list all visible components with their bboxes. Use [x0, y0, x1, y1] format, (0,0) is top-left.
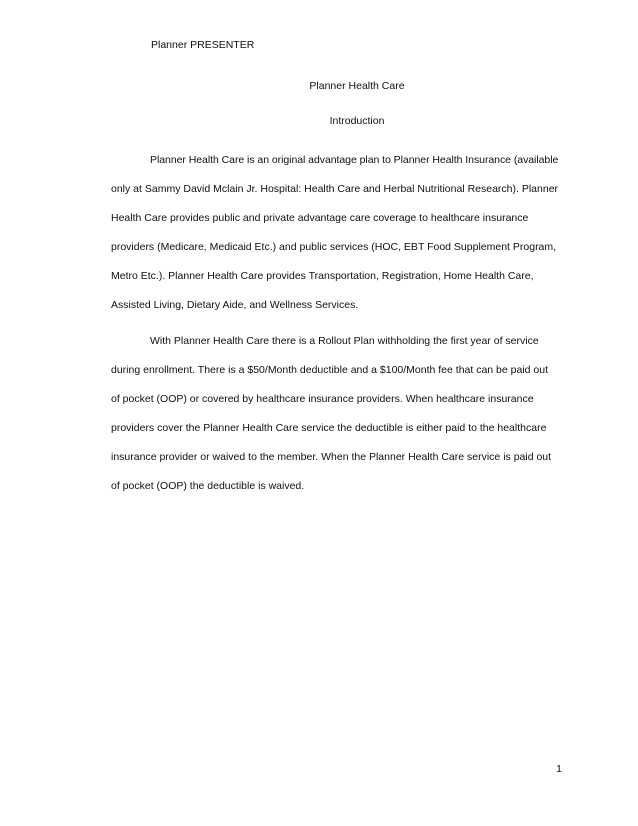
- paragraph-line: during enrollment. There is a $50/Month deductible and a $100/Month fee that can be paid out: [111, 364, 549, 376]
- paragraph-line: Metro Etc.). Planner Health Care provides Transportation, Registration, Home Health Care,: [111, 270, 534, 282]
- paragraph-line: providers (Medicare, Medicaid Etc.) and public services (HOC, EBT Food Supplement Program,: [111, 241, 557, 253]
- section-heading: Introduction: [329, 115, 385, 127]
- document-title: Planner Health Care: [309, 80, 405, 92]
- paragraph-line: of pocket (OOP) or covered by healthcare insurance providers. When healthcare insurance: [111, 393, 534, 405]
- paragraph-line: insurance provider or waived to the member. When the Planner Health Care service is paid out: [111, 451, 552, 463]
- paragraph: [111, 330, 561, 504]
- paragraph-line: providers cover the Planner Health Care service the deductible is either paid to the healthcare: [111, 422, 547, 434]
- paragraph-line: With Planner Health Care there is a Rollout Plan withholding the first year of service: [150, 335, 539, 347]
- paragraph-line: only at Sammy David Mclain Jr. Hospital: Health Care and Herbal Nutritional Research). Planner: [111, 183, 559, 195]
- paragraph-line: Health Care provides public and private advantage care coverage to healthcare insurance: [111, 212, 529, 224]
- paragraph: [111, 149, 561, 323]
- running-head: Planner PRESENTER: [151, 39, 255, 51]
- paragraph-line: Assisted Living, Dietary Aide, and Wellness Services.: [111, 299, 359, 311]
- paragraph-line: of pocket (OOP) the deductible is waived.: [111, 480, 305, 492]
- body-text: [111, 149, 561, 511]
- page-number: 1: [556, 763, 562, 775]
- paragraph-line: Planner Health Care is an original advantage plan to Planner Health Insurance (available: [150, 154, 559, 166]
